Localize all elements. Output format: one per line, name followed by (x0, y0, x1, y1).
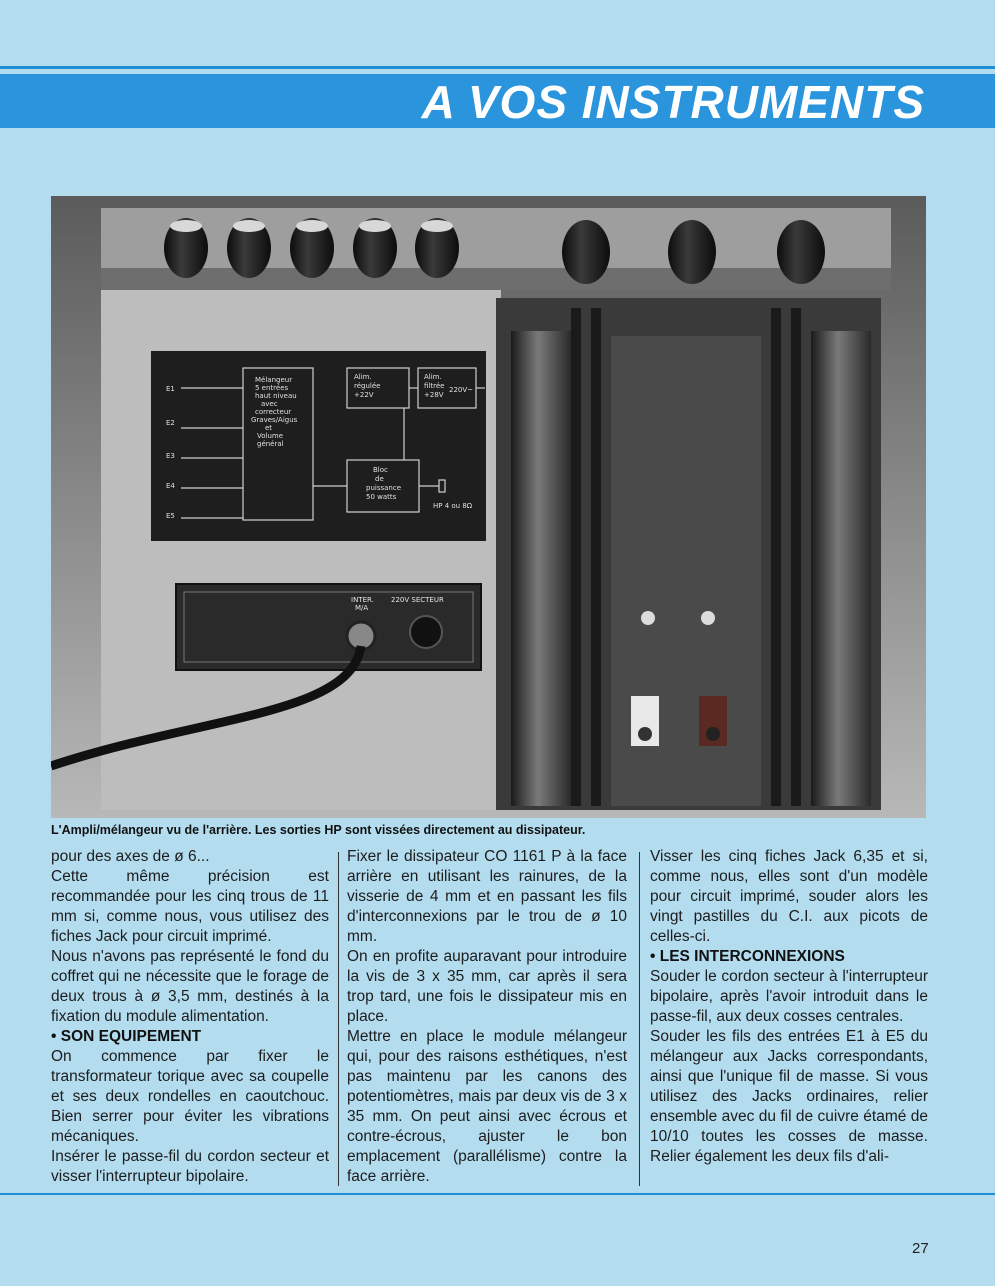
col2-paragraph: On en profite auparavant pour introduire la vis de 3 x 35 mm, car après il sera trop tard, une fois le dissipateur mis en place. (347, 948, 627, 1025)
alim-reg-0: Alim. (354, 373, 372, 381)
mains-label: 220V~ (449, 386, 474, 394)
text-column-1 (51, 847, 329, 1187)
alim-fixe-1: filtrée (424, 382, 445, 390)
power-block-3: 50 watts (366, 493, 397, 501)
text-column-3 (650, 847, 928, 1167)
section-banner (0, 74, 995, 128)
mixer-label-4: correcteur (255, 408, 292, 416)
col1-paragraph: Insérer le passe-fil du cordon secteur et visser l'interrupteur bipolaire. (51, 1148, 329, 1185)
power-block-1: de (375, 475, 384, 483)
inter-label: INTER. (351, 596, 374, 604)
label-e5: E5 (166, 512, 175, 520)
col2-paragraph: Mettre en place le module mélangeur qui, pour des raisons esthétiques, n'est pas maintenu par les canons des potentiomètres, mais par deux vis de 3 x 35 mm. On peut ainsi avec écrous et contre-écrous, ajuster le bon emplacement (parallélisme) contre la face arrière. (347, 1028, 627, 1185)
cord-grommet (410, 616, 442, 648)
section-title: A VOS INSTRUMENTS (421, 76, 925, 128)
bottom-rule (0, 1193, 995, 1195)
alim-fixe-0: Alim. (424, 373, 442, 381)
alim-reg-1: régulée (354, 382, 381, 390)
amplifier-photo (51, 196, 926, 818)
mixer-label-7: Volume (257, 432, 284, 440)
col3-paragraph: Visser les cinq fiches Jack 6,35 et si, comme nous, elles sont d'un modèle pour circuit imprimé, souder alors les vingt pastilles du C.I. aux picots de celles-ci. (650, 848, 928, 945)
label-e4: E4 (166, 482, 175, 490)
top-rule (0, 66, 995, 69)
section-heading-interconnexions: • LES INTERCONNEXIONS (650, 948, 845, 965)
photo-caption: L'Ampli/mélangeur vu de l'arrière. Les sorties HP sont vissées directement au dissipateur. (51, 823, 586, 837)
label-e2: E2 (166, 419, 175, 427)
label-e1: E1 (166, 385, 175, 393)
mixer-label-8: général (257, 440, 284, 448)
amplifier-rear-view-illustration (51, 196, 926, 818)
col3-paragraph: Souder les fils des entrées E1 à E5 du mélangeur aux Jacks correspondants, ainsi que l'unique fil de masse. Si vous utilisez des Jacks ordinaires, relier ensemble avec du fil de cuivre étamé de 10/10 toutes les cosses de masse. Relier également les deux fils d'ali- (650, 1028, 928, 1165)
col1-paragraph: On commence par fixer le transformateur torique avec sa coupelle et ses deux rondelles en caoutchouc. Bien serrer pour éviter les vibrations mécaniques. (51, 1048, 329, 1145)
section-heading-son-equipement: • SON EQUIPEMENT (51, 1028, 202, 1045)
mixer-label-5: Graves/Aigus (251, 416, 298, 424)
power-block-0: Bloc (373, 466, 388, 474)
col1-paragraph: Cette même précision est recommandée pour les cinq trous de 11 mm si, comme nous, vous utilisez des fiches Jack pour circuit imprimé. (51, 868, 329, 945)
alim-fixe-2: +28V (424, 391, 444, 399)
label-e3: E3 (166, 452, 175, 460)
alim-reg-2: +22V (354, 391, 374, 399)
mixer-label-6: et (265, 424, 273, 432)
ma-label: M/A (355, 604, 369, 612)
col1-paragraph: pour des axes de ø 6... (51, 848, 210, 865)
col1-paragraph: Nous n'avons pas représenté le fond du coffret qui ne nécessite que le forage de deux trous à ø 3,5 mm, destinés à la fixation du module alimentation. (51, 948, 329, 1025)
power-block-2: puissance (366, 484, 401, 492)
column-divider (639, 852, 640, 1186)
tone-knobs (562, 220, 825, 284)
col2-paragraph: Fixer le dissipateur CO 1161 P à la face arrière en utilisant les rainures, de la visserie de 4 mm et en passant les fils d'interconnexions par le trou de ø 10 mm. (347, 848, 627, 945)
text-column-2 (347, 847, 627, 1187)
mixer-label-0: Mélangeur (255, 376, 293, 384)
secteur-label: 220V SECTEUR (391, 596, 444, 604)
hp-label: HP 4 ou 8Ω (433, 502, 473, 510)
column-divider (338, 852, 339, 1186)
mixer-label-2: haut niveau (255, 392, 297, 400)
page-number: 27 (912, 1240, 929, 1257)
mixer-label-3: avec (261, 400, 278, 408)
col3-paragraph: Souder le cordon secteur à l'interrupteur bipolaire, après l'avoir introduit dans le passe-fil, aux deux cosses centrales. (650, 968, 928, 1025)
mixer-label-1: 5 entrées (255, 384, 289, 392)
power-switch (347, 622, 375, 650)
